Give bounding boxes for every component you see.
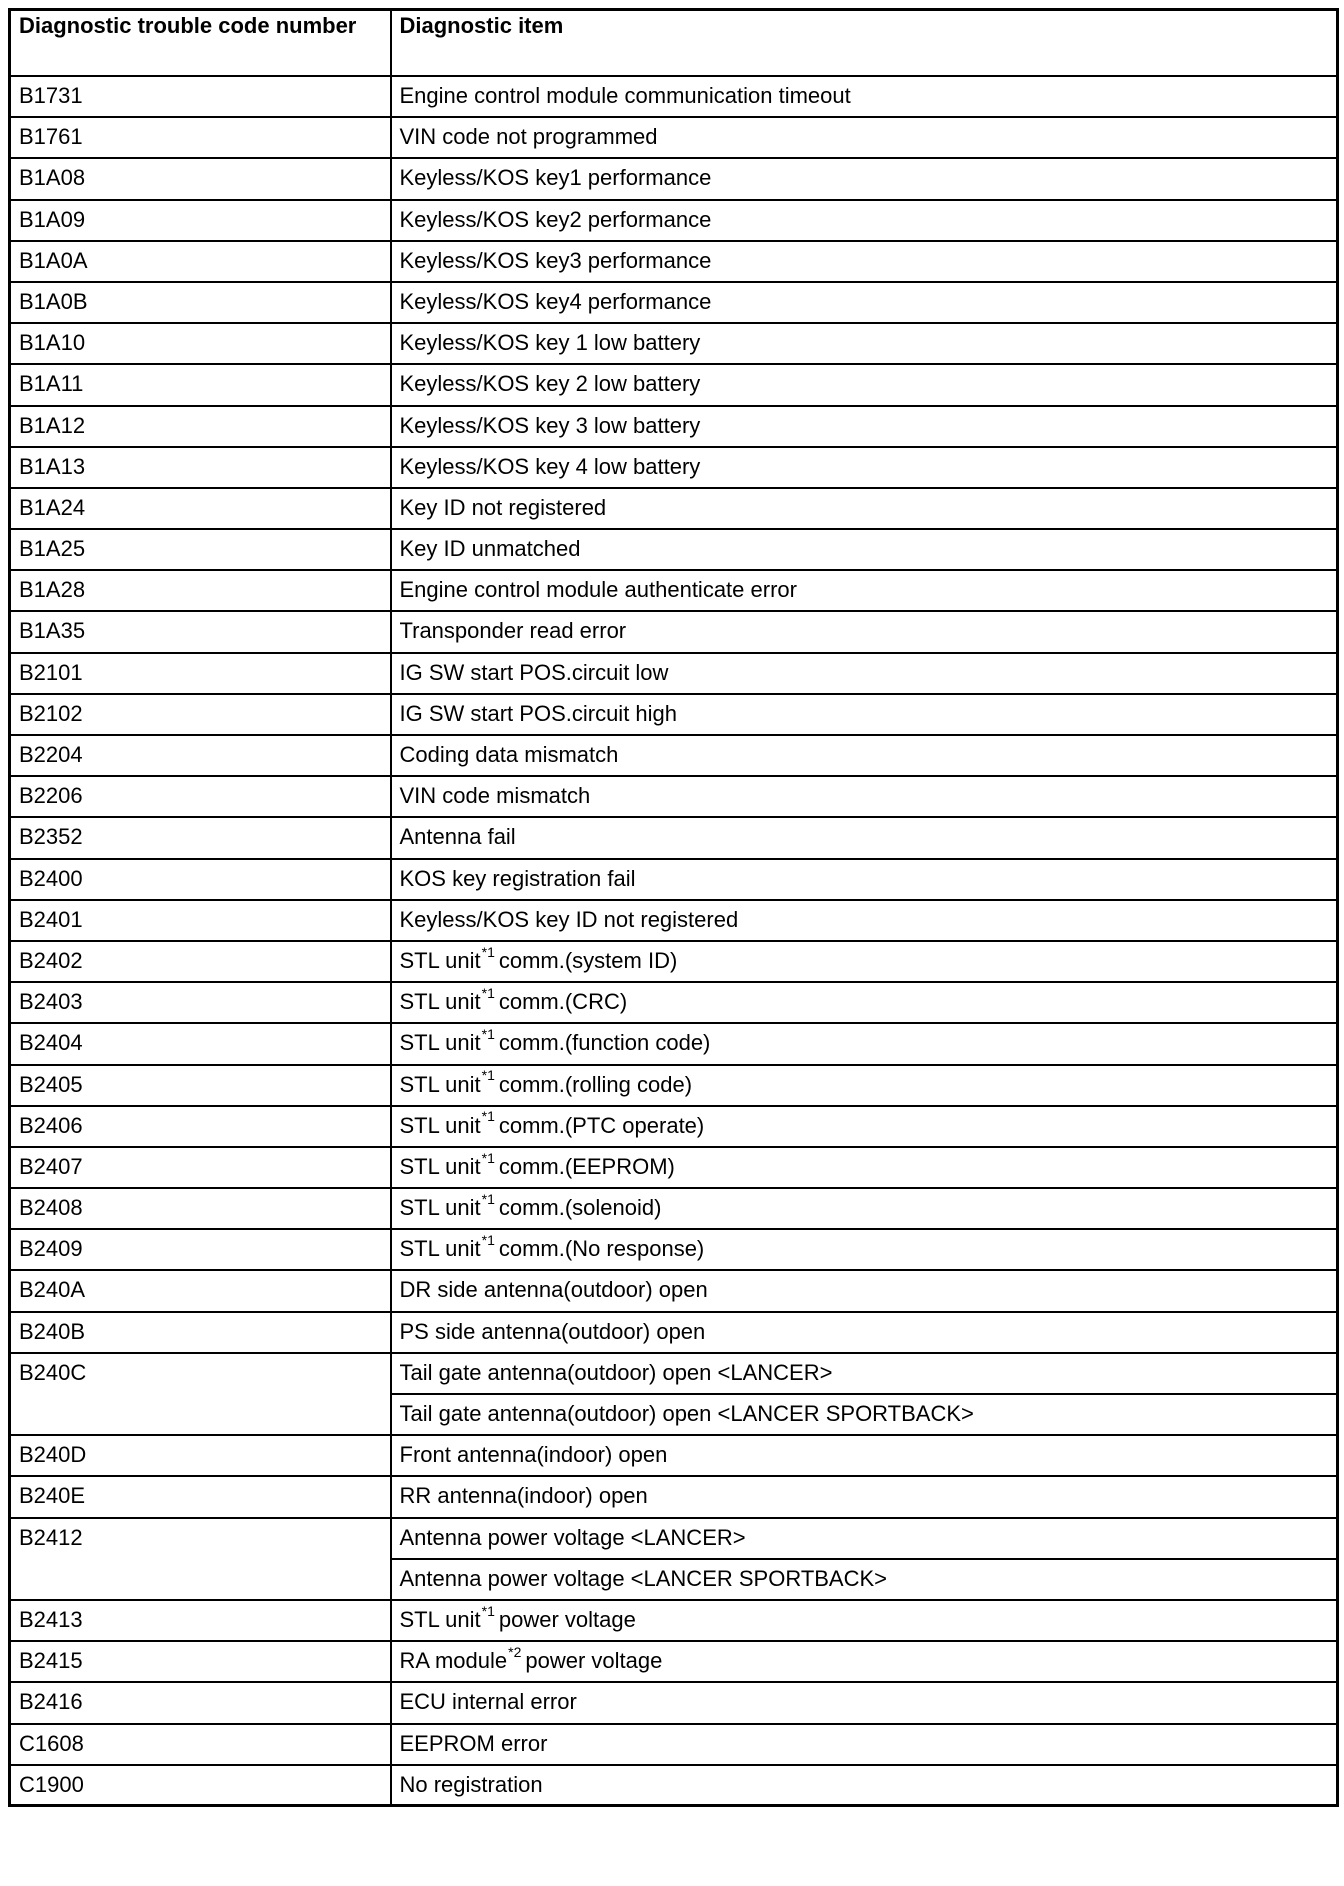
diagnostic-item-text: VIN code not programmed [399, 124, 658, 150]
diagnostic-item-text: IG SW start POS.circuit low [399, 659, 669, 685]
diagnostic-item-cell [391, 529, 1338, 570]
diagnostic-item-text: Coding data mismatch [399, 742, 619, 767]
diagnostic-item-text: STL unit [399, 1071, 481, 1097]
diagnostic-item-cell [391, 1559, 1338, 1600]
table-row [10, 735, 1338, 776]
footnote-marker: *1 [481, 1149, 495, 1166]
dtc-code-cell: B240A [10, 1270, 391, 1311]
diagnostic-item-text: STL unit [399, 1112, 481, 1138]
dtc-code-cell: B1731 [10, 76, 391, 117]
dtc-code-cell: B240B [10, 1312, 391, 1353]
diagnostic-item-cell [391, 1682, 1338, 1723]
footnote-marker: *1 [481, 1231, 495, 1248]
dtc-code-cell: B2407 [10, 1147, 391, 1188]
diagnostic-item-text: Keyless/KOS key3 performance [399, 247, 712, 273]
diagnostic-item-cell [391, 1106, 1338, 1147]
diagnostic-item-cell [391, 776, 1338, 817]
diagnostic-item-text: No registration [399, 1771, 543, 1797]
table-row [10, 1188, 1338, 1229]
diagnostic-item-cell [391, 158, 1338, 199]
dtc-code-cell: B2403 [10, 982, 391, 1023]
dtc-code-cell: B2408 [10, 1188, 391, 1229]
diagnostic-item-cell [391, 488, 1338, 529]
dtc-code-cell: B1A08 [10, 158, 391, 199]
diagnostic-item-detail: power voltage [525, 1648, 663, 1674]
table-row [10, 900, 1338, 941]
dtc-code-cell: B1A0A [10, 241, 391, 282]
diagnostic-item-cell [391, 570, 1338, 611]
dtc-code-cell: B2402 [10, 941, 391, 982]
table-row [10, 117, 1338, 158]
diagnostic-item-cell [391, 1147, 1338, 1188]
diagnostic-item-text: Engine control module authenticate error [399, 577, 797, 603]
diagnostic-item-text: Keyless/KOS key 2 low battery [399, 371, 701, 397]
dtc-code-cell: B1A09 [10, 200, 391, 241]
diagnostic-item-text: Keyless/KOS key1 performance [399, 165, 712, 191]
diagnostic-item-cell [391, 817, 1338, 858]
table-row [10, 694, 1338, 735]
diagnostic-item-text: Front antenna(indoor) open [399, 1442, 668, 1468]
table-row [10, 611, 1338, 652]
diagnostic-item-cell [391, 406, 1338, 447]
diagnostic-item-cell [391, 200, 1338, 241]
dtc-code-cell: B2352 [10, 817, 391, 858]
diagnostic-item-cell [391, 117, 1338, 158]
diagnostic-item-text: STL unit [399, 1153, 481, 1179]
table-row [10, 323, 1338, 364]
diagnostic-item-detail: comm.(function code) [498, 1030, 711, 1056]
footnote-marker: *1 [481, 984, 495, 1001]
diagnostic-item-text: DR side antenna(outdoor) open [399, 1277, 708, 1303]
footnote-marker: *1 [481, 943, 495, 960]
diagnostic-item-cell [391, 1600, 1338, 1641]
footnote-marker: *1 [481, 1602, 495, 1619]
footnote-marker: *1 [481, 1108, 495, 1125]
table-row [10, 241, 1338, 282]
dtc-code-cell: B2400 [10, 859, 391, 900]
diagnostic-item-cell [391, 447, 1338, 488]
dtc-code-cell: B2415 [10, 1641, 391, 1682]
table-row [10, 76, 1338, 117]
table-row [10, 859, 1338, 900]
dtc-table [8, 8, 1339, 1807]
table-row [10, 1065, 1338, 1106]
diagnostic-item-cell [391, 1312, 1338, 1353]
footnote-marker: *1 [481, 1025, 495, 1042]
dtc-code-cell: B2405 [10, 1065, 391, 1106]
dtc-code-cell: B2101 [10, 653, 391, 694]
table-row [10, 1641, 1338, 1682]
diagnostic-item-cell [391, 1188, 1338, 1229]
diagnostic-item-cell [391, 76, 1338, 117]
table-row [10, 364, 1338, 405]
diagnostic-item-text: STL unit [399, 1030, 481, 1056]
dtc-code-cell: B1A35 [10, 611, 391, 652]
diagnostic-item-text: Keyless/KOS key ID not registered [399, 906, 739, 932]
table-row [10, 447, 1338, 488]
diagnostic-item-cell [391, 282, 1338, 323]
diagnostic-item-text: Key ID unmatched [399, 536, 581, 562]
dtc-code-cell: B2404 [10, 1023, 391, 1064]
diagnostic-item-cell [391, 982, 1338, 1023]
table-row [10, 158, 1338, 199]
dtc-code-cell: B1A0B [10, 282, 391, 323]
dtc-code-cell: B2204 [10, 735, 391, 776]
diagnostic-item-text: Antenna fail [399, 824, 516, 850]
diagnostic-item-text: Engine control module communication timeout [399, 83, 851, 108]
table-row [10, 1023, 1338, 1064]
diagnostic-item-cell [391, 1765, 1338, 1806]
diagnostic-item-cell [391, 611, 1338, 652]
diagnostic-item-detail: power voltage [498, 1606, 636, 1632]
diagnostic-item-cell [391, 941, 1338, 982]
dtc-code-cell: B1A10 [10, 323, 391, 364]
diagnostic-item-cell [391, 1641, 1338, 1682]
table-row [10, 1106, 1338, 1147]
table-row [10, 1270, 1338, 1311]
diagnostic-item-text: KOS key registration fail [399, 865, 636, 891]
diagnostic-item-text: IG SW start POS.circuit high [399, 700, 678, 726]
diagnostic-item-text: STL unit [399, 1195, 481, 1221]
table-row [10, 200, 1338, 241]
diagnostic-item-detail: comm.(PTC operate) [498, 1112, 705, 1138]
table-row [10, 1353, 1338, 1394]
table-row [10, 570, 1338, 611]
table-row [10, 1682, 1338, 1723]
diagnostic-item-cell [391, 1518, 1338, 1559]
dtc-code-cell: B2412 [10, 1518, 391, 1600]
diagnostic-item-text: Antenna power voltage <LANCER> [399, 1524, 746, 1550]
diagnostic-item-text: ECU internal error [399, 1689, 577, 1715]
diagnostic-item-text: STL unit [399, 989, 481, 1015]
dtc-code-cell: B240E [10, 1476, 391, 1517]
diagnostic-item-cell [391, 1394, 1338, 1435]
table-row [10, 776, 1338, 817]
diagnostic-item-cell [391, 1023, 1338, 1064]
dtc-code-cell: B2102 [10, 694, 391, 735]
diagnostic-item-text: STL unit [399, 1236, 481, 1262]
footnote-marker: *1 [481, 1190, 495, 1207]
dtc-code-cell: B1A28 [10, 570, 391, 611]
table-row [10, 1724, 1338, 1765]
diagnostic-item-text: VIN code mismatch [399, 783, 591, 809]
dtc-code-cell: B1761 [10, 117, 391, 158]
diagnostic-item-cell [391, 1229, 1338, 1270]
diagnostic-item-text: Keyless/KOS key 3 low battery [399, 412, 701, 438]
diagnostic-item-cell [391, 364, 1338, 405]
diagnostic-item-detail: comm.(solenoid) [498, 1195, 662, 1221]
table-row [10, 282, 1338, 323]
dtc-code-cell: B240C [10, 1353, 391, 1435]
dtc-code-cell: B1A24 [10, 488, 391, 529]
diagnostic-item-text: Antenna power voltage <LANCER SPORTBACK> [399, 1565, 888, 1591]
diagnostic-item-cell [391, 653, 1338, 694]
diagnostic-item-cell [391, 241, 1338, 282]
dtc-code-cell: B1A11 [10, 364, 391, 405]
table-row [10, 941, 1338, 982]
diagnostic-item-detail: comm.(system ID) [498, 947, 678, 973]
dtc-code-cell: B2206 [10, 776, 391, 817]
dtc-code-cell: B1A25 [10, 529, 391, 570]
diagnostic-item-detail: comm.(EEPROM) [498, 1153, 675, 1179]
dtc-code-cell: B2416 [10, 1682, 391, 1723]
diagnostic-item-text: STL unit [399, 1606, 481, 1632]
dtc-code-cell: B240D [10, 1435, 391, 1476]
dtc-table-body [10, 76, 1338, 1806]
footnote-marker: *1 [481, 1067, 495, 1084]
diagnostic-item-cell [391, 900, 1338, 941]
diagnostic-item-cell [391, 1270, 1338, 1311]
diagnostic-item-cell [391, 323, 1338, 364]
table-header-row [10, 10, 1338, 77]
dtc-code-cell: B2413 [10, 1600, 391, 1641]
diagnostic-item-text: Transponder read error [399, 618, 627, 644]
diagnostic-item-text: EEPROM error [399, 1730, 548, 1756]
dtc-code-cell: C1608 [10, 1724, 391, 1765]
diagnostic-item-text: RR antenna(indoor) open [399, 1483, 648, 1509]
dtc-code-cell: B1A12 [10, 406, 391, 447]
diagnostic-item-text: Tail gate antenna(outdoor) open <LANCER SPORTBACK> [399, 1401, 974, 1426]
diagnostic-item-cell [391, 1353, 1338, 1394]
table-row [10, 488, 1338, 529]
table-row [10, 1476, 1338, 1517]
diagnostic-item-cell [391, 1476, 1338, 1517]
diagnostic-item-cell [391, 859, 1338, 900]
diagnostic-item-cell [391, 1724, 1338, 1765]
diagnostic-item-cell [391, 1065, 1338, 1106]
table-row [10, 1435, 1338, 1476]
table-row [10, 982, 1338, 1023]
table-row [10, 1229, 1338, 1270]
table-row [10, 406, 1338, 447]
diagnostic-item-text: Keyless/KOS key 4 low battery [399, 453, 701, 479]
dtc-code-cell: C1900 [10, 1765, 391, 1806]
diagnostic-item-text: Tail gate antenna(outdoor) open <LANCER> [399, 1359, 833, 1385]
dtc-code-cell: B2406 [10, 1106, 391, 1147]
dtc-table-container [8, 8, 1336, 1807]
table-row [10, 1600, 1338, 1641]
diagnostic-item-cell [391, 694, 1338, 735]
table-row [10, 1765, 1338, 1806]
diagnostic-item-cell [391, 1435, 1338, 1476]
column-header-code: Diagnostic trouble code number [10, 10, 391, 77]
diagnostic-item-cell [391, 735, 1338, 776]
diagnostic-item-text: Key ID not registered [399, 494, 607, 520]
diagnostic-item-detail: comm.(CRC) [498, 989, 628, 1015]
column-header-item: Diagnostic item [391, 10, 1338, 77]
diagnostic-item-text: Keyless/KOS key2 performance [399, 206, 712, 232]
dtc-code-cell: B2409 [10, 1229, 391, 1270]
table-row [10, 1147, 1338, 1188]
table-row [10, 1518, 1338, 1559]
diagnostic-item-text: PS side antenna(outdoor) open [399, 1318, 706, 1344]
table-row [10, 1312, 1338, 1353]
dtc-code-cell: B1A13 [10, 447, 391, 488]
diagnostic-item-text: STL unit [399, 947, 481, 973]
diagnostic-item-text: Keyless/KOS key4 performance [399, 288, 712, 314]
diagnostic-item-detail: comm.(rolling code) [498, 1071, 693, 1097]
table-row [10, 529, 1338, 570]
diagnostic-item-text: Keyless/KOS key 1 low battery [399, 330, 701, 356]
footnote-marker: *2 [508, 1643, 522, 1660]
table-row [10, 817, 1338, 858]
table-row [10, 653, 1338, 694]
diagnostic-item-detail: comm.(No response) [498, 1236, 705, 1262]
dtc-code-cell: B2401 [10, 900, 391, 941]
diagnostic-item-text: RA module [399, 1648, 508, 1674]
